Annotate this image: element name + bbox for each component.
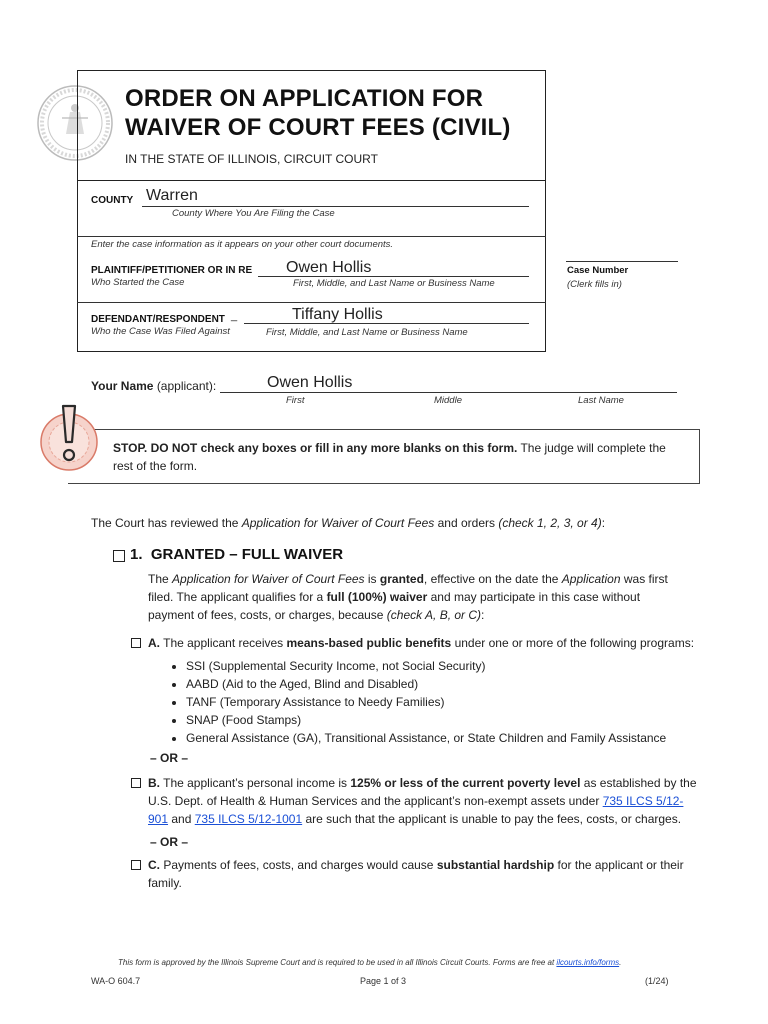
option-a-checkbox[interactable] <box>131 638 141 648</box>
body-bold: full (100%) waiver <box>326 590 428 604</box>
option-letter: B. <box>148 776 160 790</box>
page-number: Page 1 of 3 <box>360 976 407 986</box>
divider <box>77 180 546 181</box>
your-name-input[interactable]: Owen Hollis <box>267 374 353 391</box>
plaintiff-label: PLAINTIFF/PETITIONER OR IN RE <box>91 265 253 276</box>
program-item: • AABD (Aid to the Aged, Blind and Disabled) <box>186 675 692 693</box>
county-input[interactable]: Warren <box>146 187 198 204</box>
intro-text: : <box>601 516 606 530</box>
program-item: • General Assistance (GA), Transitional Assistance, or State Children and Family Assistance <box>186 729 692 747</box>
divider <box>77 302 546 303</box>
body-italic: Application for Waiver of Court Fees <box>172 572 365 586</box>
defendant-input[interactable]: Tiffany Hollis <box>292 306 383 323</box>
body-text: The <box>148 572 173 586</box>
section-1-body <box>148 570 678 624</box>
defendant-underline <box>244 323 529 324</box>
footer-note-text: This form is approved by the Illinois Supreme Court and is required to be used in all Illinois Circuit Courts. Forms are free at <box>118 958 557 967</box>
body-text: under one or more of the following programs: <box>451 636 695 650</box>
county-underline <box>142 206 529 207</box>
or-separator: – OR – <box>150 751 189 765</box>
body-bold: 125% or less of the current poverty level <box>350 776 581 790</box>
statute-link-12-901[interactable]: 735 ILCS 5/12-901 <box>148 794 684 826</box>
body-italic: Application <box>561 572 621 586</box>
case-number-hint: (Clerk fills in) <box>567 279 622 290</box>
title-line-2: WAIVER OF COURT FEES (CIVIL) <box>125 114 511 141</box>
body-bold: means-based public benefits <box>286 636 452 650</box>
defendant-hint: Who the Case Was Filed Against <box>91 326 230 337</box>
section-heading-text: GRANTED – FULL WAIVER <box>150 546 344 563</box>
option-letter: A. <box>148 636 160 650</box>
intro-text: and orders <box>434 516 499 530</box>
body-text: The applicant receives <box>160 636 287 650</box>
statute-link-12-1001[interactable]: 735 ILCS 5/12-1001 <box>194 812 303 826</box>
body-text: , effective on the date the <box>423 572 562 586</box>
body-text: and <box>168 812 195 826</box>
plaintiff-hint: Who Started the Case <box>91 277 185 288</box>
option-b-checkbox[interactable] <box>131 778 141 788</box>
county-label: COUNTY <box>91 195 134 206</box>
form-code: WA-O 604.7 <box>91 976 141 986</box>
form-date: (1/24) <box>645 976 669 986</box>
middle-name-hint: Middle <box>434 395 462 406</box>
case-number-input[interactable] <box>566 240 678 260</box>
option-letter: C. <box>148 858 160 872</box>
program-item: • TANF (Temporary Assistance to Needy Families) <box>186 693 692 711</box>
your-name-label <box>91 379 216 393</box>
option-b-text <box>148 774 703 828</box>
ilcourts-forms-link[interactable]: ilcourts.info/forms <box>556 958 620 967</box>
plaintiff-name-hint: First, Middle, and Last Name or Business Name <box>293 278 495 289</box>
form-subtitle: IN THE STATE OF ILLINOIS, CIRCUIT COURT <box>125 152 378 166</box>
intro-italic: (check 1, 2, 3, or 4) <box>498 516 602 530</box>
your-name-underline <box>220 392 677 393</box>
body-text: The applicant’s personal income is <box>160 776 351 790</box>
underscore-mark: _ <box>231 310 238 322</box>
body-bold: substantial hardship <box>436 858 555 872</box>
body-text: are such that the applicant is unable to pay the fees, costs, or charges. <box>302 812 682 826</box>
body-text: as established by the U.S. Dept. of Health & Human Services and the applicant’s non-exempt assets under <box>148 776 697 808</box>
body-text: for the applicant or their family. <box>148 858 684 890</box>
footer-approval-note <box>118 958 621 967</box>
option-c-text <box>148 856 688 892</box>
your-name-label-bold: Your Name <box>91 379 154 393</box>
last-name-hint: Last Name <box>578 395 624 406</box>
plaintiff-underline <box>258 276 529 277</box>
body-text: : <box>481 608 485 622</box>
option-a-text <box>148 634 708 652</box>
section-number: 1. <box>130 546 143 563</box>
form-title <box>125 84 511 142</box>
defendant-name-hint: First, Middle, and Last Name or Business Name <box>266 327 468 338</box>
footer-note-text: . <box>619 958 622 967</box>
first-name-hint: First <box>286 395 305 406</box>
stop-warning-bold: STOP. DO NOT check any boxes or fill in any more blanks on this form. <box>113 441 518 455</box>
defendant-label: DEFENDANT/RESPONDENT <box>91 314 225 325</box>
intro-italic: Application for Waiver of Court Fees <box>241 516 435 530</box>
body-text: and may participate in this case without payment of fees, costs, or charges, because <box>148 590 641 622</box>
benefit-programs-list <box>172 657 692 747</box>
body-text: is <box>364 572 380 586</box>
body-italic: (check A, B, or C) <box>386 608 482 622</box>
court-reviewed-intro <box>91 514 605 532</box>
or-separator: – OR – <box>150 835 189 849</box>
county-hint: County Where You Are Filing the Case <box>172 208 335 219</box>
stop-warning-rest: The judge will complete the rest of the form. <box>113 441 666 473</box>
plaintiff-input[interactable]: Owen Hollis <box>286 259 372 276</box>
body-bold: granted <box>379 572 424 586</box>
program-item: • SSI (Supplemental Security Income, not Social Security) <box>186 657 692 675</box>
body-text: Payments of fees, costs, and charges would cause <box>160 858 437 872</box>
case-number-label: Case Number <box>567 265 629 276</box>
body-text: was first filed. The applicant qualifies for a <box>148 572 668 604</box>
your-name-label-suffix: (applicant): <box>156 379 217 393</box>
stop-warning-text <box>113 439 683 475</box>
divider <box>77 236 546 237</box>
section-1-heading <box>130 546 343 563</box>
case-info-instruction: Enter the case information as it appears on your other court documents. <box>91 239 394 250</box>
warning-exclamation-icon <box>38 404 102 474</box>
option-c-checkbox[interactable] <box>131 860 141 870</box>
intro-text: The Court has reviewed the <box>91 516 242 530</box>
case-number-underline <box>566 261 678 262</box>
granted-full-waiver-checkbox[interactable] <box>113 550 125 562</box>
title-line-1: ORDER ON APPLICATION FOR <box>125 85 484 112</box>
program-item: • SNAP (Food Stamps) <box>186 711 692 729</box>
